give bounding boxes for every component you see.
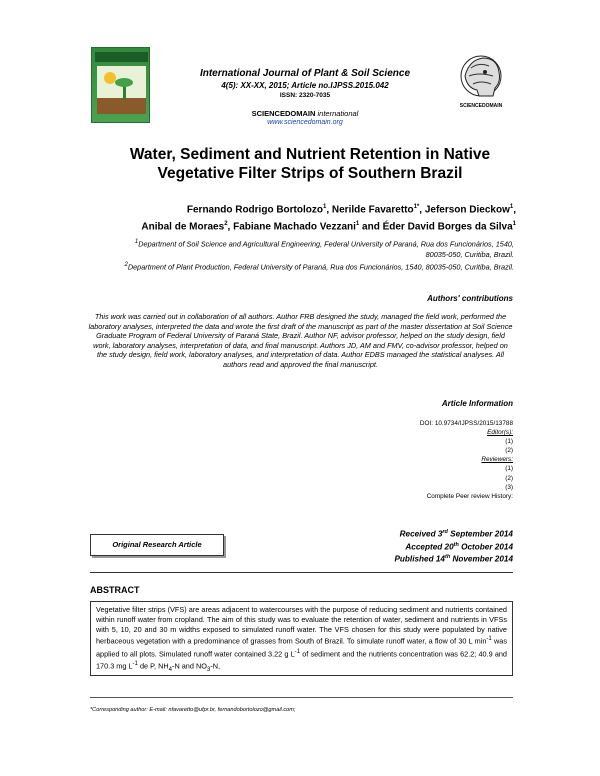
publisher-suffix: international	[317, 109, 359, 118]
editor-item: (1)	[505, 438, 513, 446]
title-line-1: Water, Sediment and Nutrient Retention in Native	[129, 146, 491, 163]
affiliations	[118, 237, 514, 273]
journal-name: International Journal of Plant & Soil Science	[199, 68, 411, 79]
reviewers-label: Reviewers:	[481, 456, 513, 464]
journal-issn: ISSN: 2320-7035	[279, 92, 331, 99]
abstract-box: Vegetative filter strips (VFS) are areas adjacent to watercourses with the purpose of reducing sediment and nutrients contained within runoff water from cropland. The aim of this study was to evaluate the retention of water, sediment and nutrients in VFSs with 5, 10, 20 and 30 m widths exposed to simulated runoff water. The VFS chosen for this study were populated by native herbaceous vegetation with a predominance of grasses from South of Brazil. To simulate runoff water, a flow of 30 L $\min^{-1}$ was applied to all plots. Simulated runoff water contained 3.22 g $L^{-1}$ of sediment and the nutrients concentration was 62.2; 40.9 and 170.3 mg $L^{-1}$ de P, $NH_4-N$ and $NO_3-N$,	[90, 601, 513, 676]
journal-issue: 4(5): XX-XX, 2015; Article no.IJPSS.2015.042	[221, 81, 389, 90]
contributions-text: This work was carried out in collaboration of all authors. Author FRB designed the study, managed the field work, performed the laboratory analyses, interpreted the data and wrote the first draft of the manuscript as part of the master dissertation at Soil Science Graduate Program of Federal University of Paraná State, Brazil. Author NF, advisor professor, helped on the study design, field work, laboratory analyses, interpretation of data, and final manuscript. Authors JD, AM and FMV, co-advisor professor, helped on the study design, field work, laboratory analyses, and interpretation of data. Author EDBS managed the statistical analyses. All authors read and approved the final manuscript.	[88, 312, 513, 369]
abstract-heading: ABSTRACT	[90, 585, 140, 595]
affiliation-item: $^1$Department of Soil Science and Agricultural Engineering, Federal University of Paraná, Rua dos Funcionários, 1540, 80035-050, Curitiba, Brazil.	[134, 239, 514, 259]
accepted-date: Accepted 20th October 2014	[405, 541, 513, 552]
affiliation-item: $^2$Department of Plant Production, Federal University of Paraná, Rua dos Funcionários, 1540, 80035-050, Curitiba, Brazil.	[124, 262, 514, 272]
article-info-heading: Article Information	[441, 399, 513, 408]
author-separator: ,	[326, 204, 332, 216]
author-name: Fabiane Machado Vezzani	[233, 221, 356, 233]
article-info	[300, 419, 513, 501]
author-and: and	[359, 221, 383, 233]
publisher-website-link[interactable]: www.sciencedomain.org	[267, 119, 343, 126]
contributions-heading: Authors' contributions	[427, 294, 513, 303]
publisher	[150, 109, 460, 118]
corresponding-author-footnote: *Corresponding author: E-mail: nfavaretto@ufpr.br, fernandobortolozo@gmail.com;	[90, 707, 296, 713]
published-date: Published 14th November 2014	[394, 554, 513, 565]
author-affiliation-mark: 1*	[413, 204, 420, 210]
author-name: Éder David Borges da Silva	[382, 221, 513, 233]
author-name: Nerilde Favaretto	[331, 204, 414, 216]
paper-title	[100, 145, 520, 183]
reviewer-item: (3)	[505, 483, 513, 491]
author-separator: ,	[227, 221, 234, 233]
author-affiliation-mark: 1	[509, 204, 514, 210]
received-date: Received 3rd September 2014	[399, 529, 513, 539]
author-affiliation-mark: 1	[512, 221, 516, 228]
editor-item: (2)	[505, 447, 513, 455]
publisher-name: SCIENCEDOMAIN	[251, 109, 316, 118]
author-name: Anibal de Moraes	[141, 221, 225, 233]
author-separator: ,	[419, 204, 425, 216]
reviewer-item: (1)	[505, 465, 513, 473]
author-affiliation-mark: 1	[322, 204, 327, 210]
reviewer-item: (2)	[505, 474, 513, 482]
author-affiliation-mark: 2	[224, 221, 228, 228]
author-affiliation-mark: 1	[355, 221, 360, 228]
article-type-badge: Original Research Article	[90, 534, 224, 556]
author-list: Fernando Rodrigo Bortolozo$^1$, Nerilde Favaretto$^{1*}$, Jeferson Dieckow$^1$, Anibal de Moraes$^2$, Fabiane Machado Vezzani$^1$ and Éder David Borges da Silva$^1$	[141, 204, 516, 233]
logo-caption: SCIENCEDOMAIN	[459, 103, 503, 109]
doi[interactable]: DOI: 10.9734/IJPSS/2015/13788	[419, 420, 513, 427]
editors-label: Editor(s):	[487, 429, 513, 437]
title-line-2: Vegetative Filter Strips of Southern Brazil	[157, 165, 463, 182]
footnote-divider	[90, 697, 513, 698]
publication-dates	[300, 527, 513, 565]
peer-review-history-link[interactable]: Complete Peer review History:	[426, 492, 513, 500]
publisher-logo	[449, 46, 513, 108]
author-name: Jeferson Dieckow	[424, 204, 510, 216]
journal-cover-image	[91, 47, 150, 123]
divider	[90, 572, 513, 573]
author-name: Fernando Rodrigo Bortolozo	[186, 204, 323, 216]
